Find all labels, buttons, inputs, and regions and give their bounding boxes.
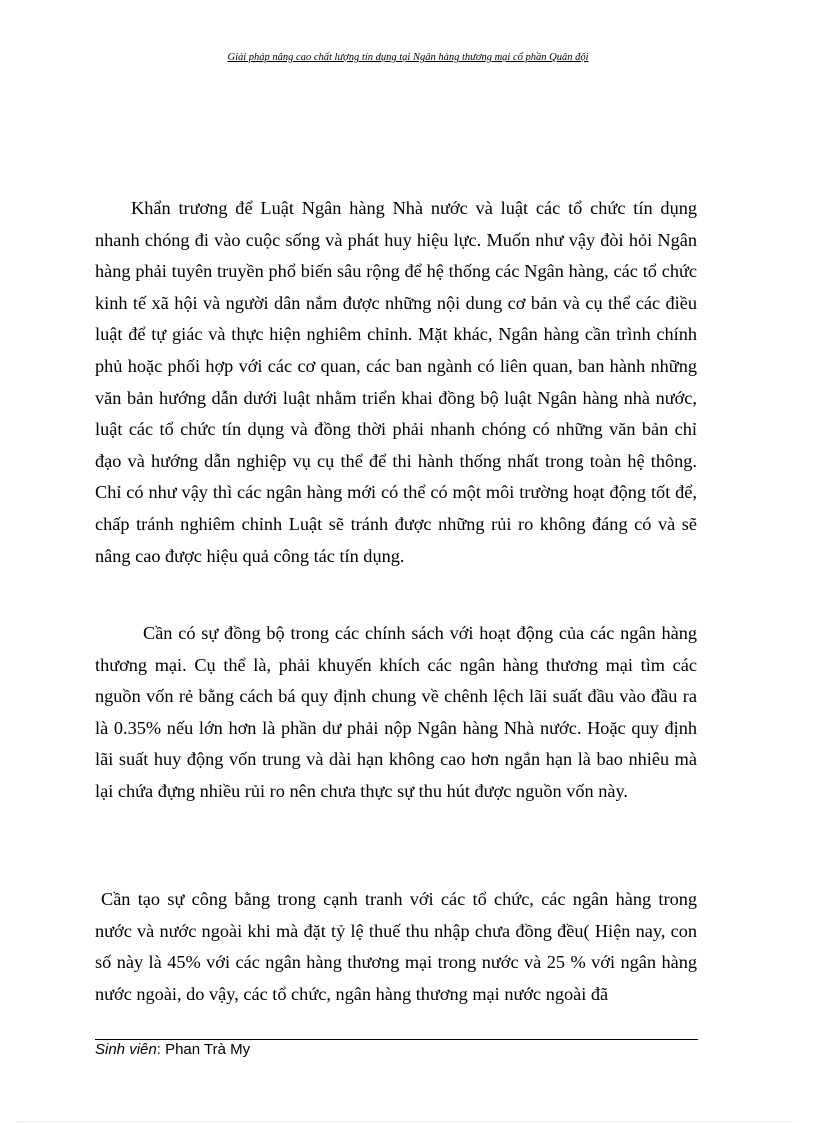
footer-label: Sinh viên xyxy=(95,1041,157,1058)
paragraph-3: Cần tạo sự công bằng trong cạnh tranh với các tổ chức, các ngân hàng trong nước và nước ngoài khi mà đặt tỷ lệ thuế thu nhập chưa đồng đều( Hiện nay, con số này là 45% với các ngân hàng thương mại trong nước và 25 % với ngân hàng nước ngoài, do vậy, các tổ chức, ngân hàng thương mại nước ngoài đã xyxy=(95,889,697,1004)
page-header: Giải pháp nâng cao chất lượng tín dụng tại Ngân hàng thương mại cổ phần Quân đội xyxy=(227,52,589,63)
paragraph-1: Khẩn trương để Luật Ngân hàng Nhà nước và luật các tổ chức tín dụng nhanh chóng đi vào cuộc sống và phát huy hiệu lực. Muốn như vậy đòi hỏi Ngân hàng phải tuyên truyền phổ biến sâu rộng để hệ thống các Ngân hàng, các tổ chức kinh tế xã hội và người dân nắm được những nội dung cơ bản và cụ thể các điều luật để tự giác và thực hiện nghiêm chỉnh. Mặt khác, Ngân hàng cần trình chính phủ hoặc phối hợp với các cơ quan, các ban ngành có liên quan, ban hành những văn bản hướng dẫn dưới luật nhằm triển khai đồng bộ luật Ngân hàng nhà nước, luật các tổ chức tín dụng và đồng thời phải nhanh chóng có những văn bản chỉ đạo và hướng dẫn nghiệp vụ cụ thể để thi hành thống nhất trong toàn hệ thông. Chỉ có như vậy thì các ngân hàng mới có thể có một môi trường hoạt động tốt để, chấp tránh nghiêm chỉnh Luật sẽ tránh được những rủi ro không đáng có và sẽ nâng cao được hiệu quả công tác tín dụng. xyxy=(95,198,697,566)
footer-separator: : xyxy=(156,1041,161,1058)
page-bottom-edge xyxy=(18,1121,798,1122)
footer-divider xyxy=(95,1039,698,1040)
footer-student-name: Phan Trà My xyxy=(165,1041,251,1058)
paragraph-2: Cần có sự đồng bộ trong các chính sách với hoạt động của các ngân hàng thương mại. Cụ thể là, phải khuyến khích các ngân hàng thương mại tìm các nguồn vốn rẻ bằng cách bá quy định chung về chênh lệch lãi suất đầu vào đầu ra là 0.35% nếu lớn hơn là phần dư phải nộp Ngân hàng Nhà nước. Hoặc quy định lãi suất huy động vốn trung và dài hạn không cao hơn ngắn hạn là bao nhiêu mà lại chứa đựng nhiều rủi ro nên chưa thực sự thu hút được nguồn vốn này. xyxy=(95,623,697,801)
page-footer xyxy=(95,1041,250,1058)
